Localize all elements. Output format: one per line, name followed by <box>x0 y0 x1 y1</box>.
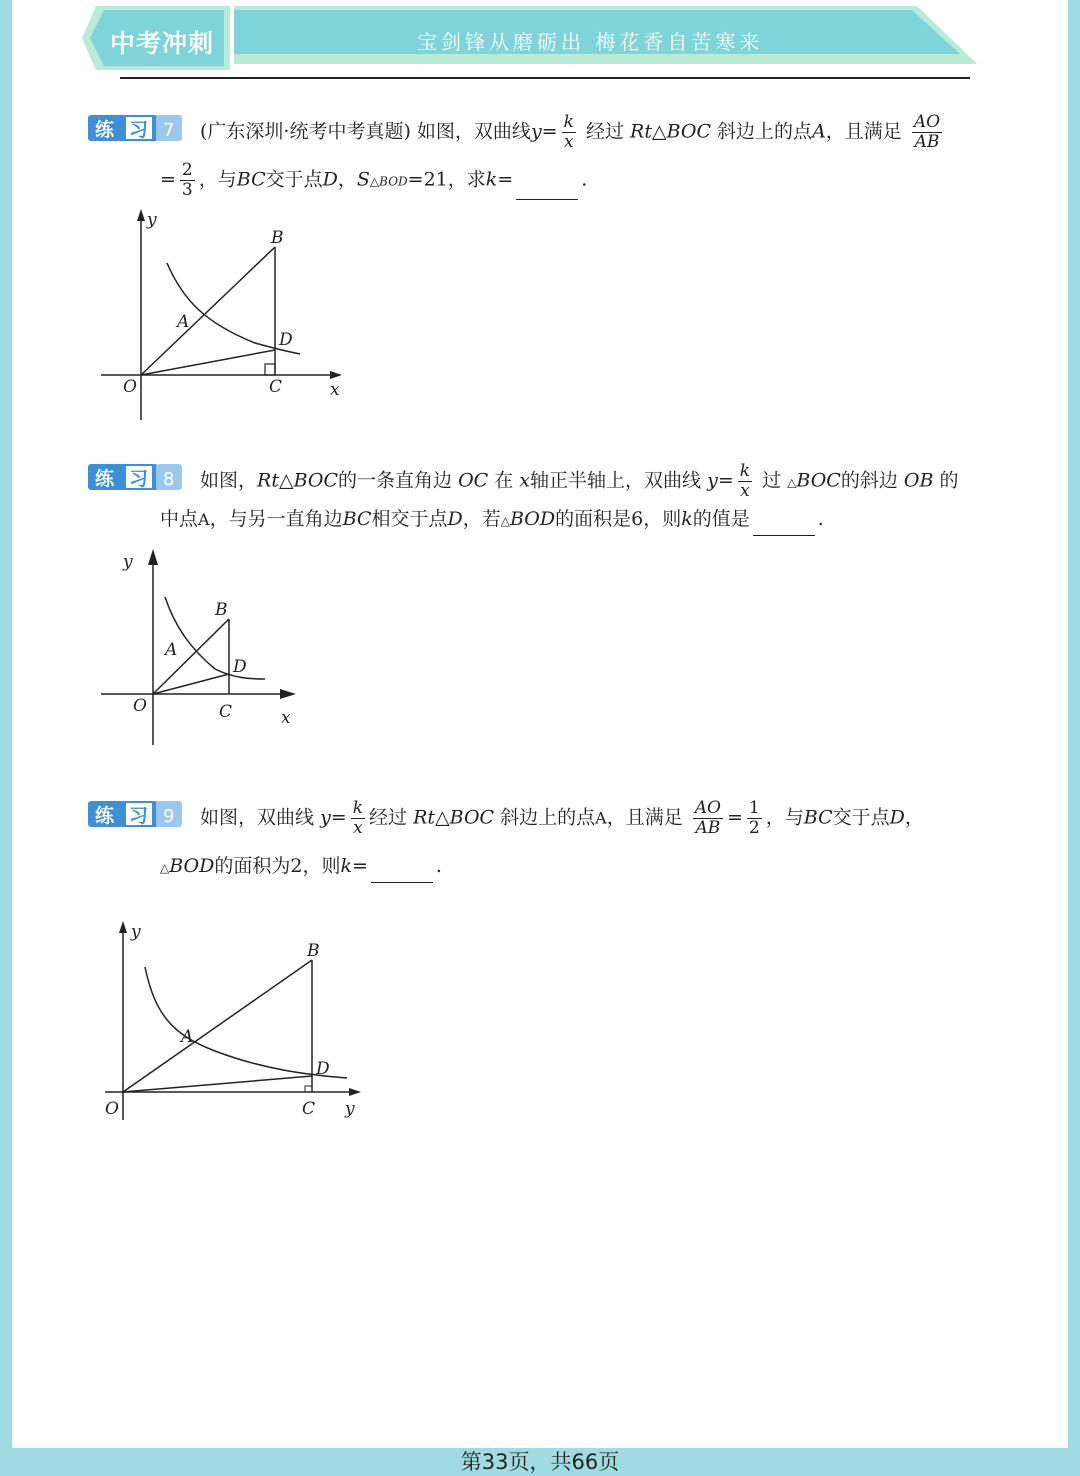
equals: = <box>726 806 743 829</box>
var-y: y <box>707 469 718 492</box>
label-d: D <box>233 657 247 677</box>
label-c: C <box>219 702 233 722</box>
question-source: (广东深圳·统考中考真题) <box>200 120 411 143</box>
text-fragment: 经过 <box>585 120 624 143</box>
fraction-ao-over-ab: $\frac{AO}{AB}$ <box>694 798 721 838</box>
var-k: k <box>681 508 693 530</box>
segment-bc: BC <box>342 508 372 530</box>
fraction-k-over-x: $\frac{k}{x}$ <box>739 461 751 501</box>
segment-od <box>141 350 275 375</box>
tag-char-xi: 习 <box>129 805 149 827</box>
text-fragment: 经过 <box>369 806 408 829</box>
point-d: D <box>322 168 338 191</box>
label-o: O <box>123 377 137 397</box>
period: . <box>435 855 442 877</box>
label-o: O <box>105 1099 119 1119</box>
var-k: k <box>340 855 352 877</box>
label-b: B <box>271 228 284 248</box>
text-fragment: 中点 <box>160 508 199 530</box>
text-fragment: 的斜边 <box>840 469 898 492</box>
text-fragment: 斜边上的点 <box>500 806 596 829</box>
figure-9 <box>95 915 375 1130</box>
label-y: y <box>123 552 133 572</box>
segment-od <box>123 1076 312 1092</box>
segment-bc: BC <box>236 168 266 191</box>
area-value: =21 <box>407 168 448 191</box>
right-angle-mark <box>265 364 275 375</box>
triangle-bod: BOD <box>169 855 215 877</box>
fraction-1-over-2: $\frac{1}{2}$ <box>748 798 760 838</box>
answer-blank[interactable] <box>516 179 578 200</box>
text-fragment: ，且满足 <box>606 806 683 829</box>
label-b: B <box>215 600 228 620</box>
point-d: D <box>889 806 905 829</box>
exercise-7-line-1 <box>200 113 946 152</box>
triangle-symbol: △ <box>500 514 510 528</box>
area-subscript: △BOD <box>369 174 408 189</box>
fraction-k-over-x: $\frac{k}{x}$ <box>563 112 574 152</box>
period: . <box>817 508 824 530</box>
segment-ob <box>123 960 312 1092</box>
header-divider <box>120 77 970 79</box>
header-motto: 宝剑锋从磨砺出 梅花香自苦寒来 <box>417 30 764 54</box>
triangle-symbol: △ <box>787 475 797 490</box>
label-b: B <box>307 941 320 961</box>
tag-char-lian: 练 <box>95 468 115 490</box>
text-fragment: 交于点 <box>832 806 890 829</box>
fraction-k-over-x: $\frac{k}{x}$ <box>352 798 364 838</box>
area-value: 2 <box>290 855 303 877</box>
tag-char-xi: 习 <box>129 119 149 141</box>
text-fragment: ，与 <box>198 168 237 191</box>
label-d: D <box>316 1059 330 1079</box>
text-fragment: 轴正半轴上，双曲线 <box>530 469 702 492</box>
equals: = <box>330 806 347 829</box>
equals: = <box>352 855 368 877</box>
exercise-tag-9 <box>88 799 184 829</box>
x-axis-arrow <box>280 689 296 699</box>
triangle-symbol: △ <box>160 861 170 875</box>
text-fragment: ，则 <box>302 855 341 877</box>
figure-7 <box>95 205 355 425</box>
label-c: C <box>302 1099 316 1119</box>
answer-blank[interactable] <box>371 862 433 883</box>
text-fragment: 的面积是 <box>555 508 632 530</box>
text-fragment: 的一条直角边 <box>338 469 453 492</box>
fraction-2-over-3: $\frac{2}{3}$ <box>181 160 193 200</box>
label-c: C <box>269 377 283 397</box>
var-x: x <box>519 469 531 492</box>
tag-char-lian: 练 <box>95 805 115 827</box>
exercise-8-line-2 <box>160 504 824 536</box>
label-x: x <box>281 708 291 728</box>
segment-od <box>153 674 229 694</box>
text-fragment: ，与另一直角边 <box>209 508 343 530</box>
text-fragment: 如图，双曲线 <box>416 120 531 143</box>
var-k: k <box>485 168 498 191</box>
y-axis-arrow <box>148 549 158 565</box>
text-fragment: 在 <box>494 469 514 492</box>
text-fragment: ， <box>904 806 924 829</box>
y-axis-arrow <box>137 209 145 221</box>
label-x-axis: y <box>345 1099 355 1119</box>
label-a: A <box>177 312 190 332</box>
text-fragment: 交于点 <box>265 168 323 191</box>
area-symbol: S <box>356 168 370 191</box>
equals: = <box>497 168 514 191</box>
text-fragment: ，且满足 <box>825 120 902 143</box>
exercise-number: 7 <box>163 120 175 141</box>
exercise-8-line-1 <box>200 462 959 501</box>
text-fragment: 的面积为 <box>214 855 291 877</box>
text-fragment: 的 <box>939 469 959 492</box>
figure-8 <box>95 545 315 750</box>
exercise-9-line-2 <box>160 851 442 883</box>
y-axis-arrow <box>119 921 127 933</box>
exercise-tag-8 <box>88 462 184 492</box>
text-fragment: ，与 <box>765 806 804 829</box>
point-a: A <box>198 510 210 529</box>
exercise-7-line-2 <box>160 161 587 200</box>
text-fragment: 过 <box>762 469 782 492</box>
label-a: A <box>181 1027 194 1047</box>
triangle-boc: BOC <box>796 469 841 492</box>
exercise-tag-7 <box>88 113 184 143</box>
label-x: x <box>330 380 340 400</box>
triangle-name: Rt△BOC <box>257 469 338 492</box>
triangle-bod: BOD <box>509 508 556 530</box>
equals: = <box>541 120 558 143</box>
label-o: O <box>133 696 147 716</box>
fraction-ao-over-ab: $\frac{AO}{AB}$ <box>913 112 941 152</box>
label-y: y <box>131 922 141 942</box>
text-fragment: 斜边上的点 <box>717 120 813 143</box>
exercise-number: 8 <box>163 469 175 490</box>
label-a: A <box>165 640 178 660</box>
var-y: y <box>530 120 542 143</box>
point-d: D <box>447 508 463 530</box>
equals: = <box>717 469 734 492</box>
text-fragment: ，则 <box>643 508 682 530</box>
header-banner <box>82 6 982 72</box>
tag-char-lian: 练 <box>95 119 115 141</box>
text-fragment: 如图，双曲线 <box>200 806 315 829</box>
segment-bc: BC <box>803 806 833 829</box>
label-d: D <box>279 330 293 350</box>
area-value: 6 <box>631 508 644 530</box>
x-axis-arrow <box>330 371 342 379</box>
text-fragment: ，求 <box>447 168 486 191</box>
text-fragment: ，若 <box>462 508 501 530</box>
right-angle-mark <box>305 1086 312 1092</box>
text-fragment: 相交于点 <box>371 508 448 530</box>
pagination: 第33页，共66页 <box>460 1450 620 1474</box>
point-a: A <box>595 808 607 828</box>
equals: = <box>160 168 176 191</box>
section-title: 中考冲刺 <box>110 29 215 58</box>
label-y: y <box>147 210 157 230</box>
var-y: y <box>320 806 331 829</box>
period: . <box>581 168 588 191</box>
exercise-9-line-1 <box>200 799 924 838</box>
answer-blank[interactable] <box>753 515 815 536</box>
segment-oc: OC <box>458 469 489 492</box>
text-fragment: 如图， <box>200 469 258 492</box>
text-fragment: ， <box>337 168 357 191</box>
text-fragment: 的值是 <box>692 508 750 530</box>
triangle-name: Rt△BOC <box>630 120 711 143</box>
point-a: A <box>812 120 826 143</box>
triangle-name: Rt△BOC <box>413 806 495 829</box>
x-axis-arrow <box>349 1088 361 1096</box>
tag-char-xi: 习 <box>129 468 149 490</box>
segment-ob <box>141 247 275 375</box>
exercise-number: 9 <box>163 806 175 827</box>
segment-ob: OB <box>903 469 934 492</box>
